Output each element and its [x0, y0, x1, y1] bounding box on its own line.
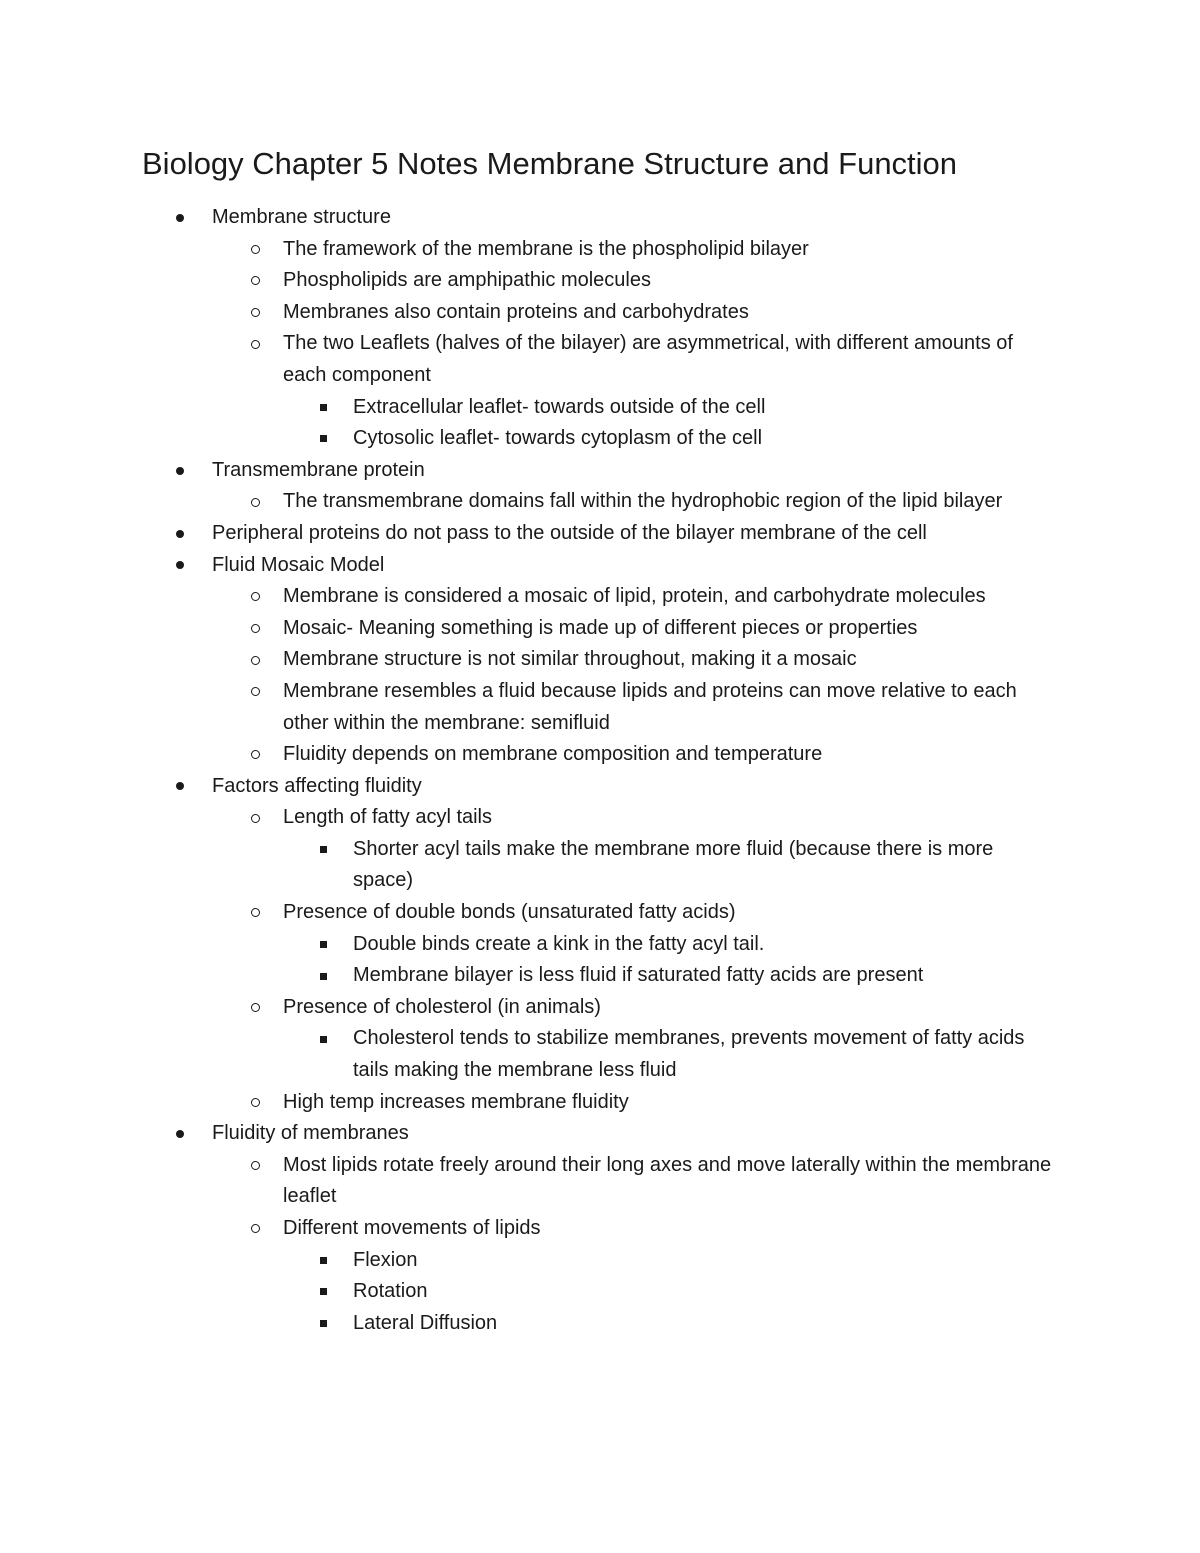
outline-item-level-2	[0, 265, 1058, 297]
bullet-square-icon-shape	[320, 435, 327, 442]
outline-item-level-2	[0, 644, 1058, 676]
outline-item-text: The framework of the membrane is the phospholipid bilayer	[283, 237, 809, 260]
bullet-dot-icon-shape	[176, 467, 184, 475]
bullet-circle-icon-shape	[251, 814, 260, 823]
outline-item-text: Most lipids rotate freely around their long axes and move laterally within the membrane leaflet	[283, 1153, 1052, 1208]
bullet-dot-icon-shape	[176, 1130, 184, 1138]
page-title: Biology Chapter 5 Notes Membrane Structure and Function	[142, 146, 958, 181]
outline-item-level-3	[0, 834, 1058, 897]
outline-item-text: Membrane bilayer is less fluid if saturated fatty acids are present	[353, 964, 924, 987]
bullet-square-icon	[313, 834, 333, 866]
bullet-circle-icon	[244, 581, 266, 613]
bullet-circle-icon-shape	[251, 750, 260, 759]
bullet-circle-icon-shape	[251, 276, 260, 285]
outline-item-level-1	[0, 455, 1062, 487]
bullet-circle-icon-shape	[251, 308, 260, 317]
bullet-square-icon	[313, 929, 333, 961]
bullet-square-icon	[313, 1023, 333, 1055]
bullet-circle-icon	[244, 613, 266, 645]
outline-item-text: The transmembrane domains fall within the hydrophobic region of the lipid bilayer	[283, 490, 1003, 513]
outline-item-level-2	[0, 1150, 1058, 1213]
outline-item-text: Membrane structure	[212, 206, 391, 228]
bullet-square-icon-shape	[320, 404, 327, 411]
bullet-square-icon	[313, 960, 333, 992]
bullet-circle-icon-shape	[251, 245, 260, 254]
bullet-dot-icon-shape	[176, 782, 184, 790]
bullet-square-icon-shape	[320, 941, 327, 948]
outline-item-text: Membrane is considered a mosaic of lipid, protein, and carbohydrate molecules	[283, 585, 986, 608]
outline-item-text: Rotation	[353, 1280, 428, 1303]
outline-item-text: The two Leaflets (halves of the bilayer) are asymmetrical, with different amounts of each component	[283, 332, 1013, 386]
bullet-circle-icon	[244, 644, 266, 676]
outline-item-text: Fluid Mosaic Model	[212, 553, 385, 576]
outline-item-level-2	[0, 739, 1058, 771]
outline-item-text: Lateral Diffusion	[353, 1311, 498, 1334]
bullet-circle-icon	[244, 1087, 266, 1119]
outline-item-level-3	[0, 960, 1058, 992]
bullet-dot-icon	[170, 455, 190, 487]
outline-item-level-2	[0, 1087, 1058, 1119]
outline-item-level-3	[0, 1023, 1058, 1086]
outline-item-text: Cholesterol tends to stabilize membranes, prevents movement of fatty acids tails making the membrane less fluid	[353, 1027, 1025, 1082]
bullet-circle-icon	[244, 897, 266, 929]
outline-item-text: Cytosolic leaflet- towards cytoplasm of the cell	[353, 427, 763, 450]
outline-item-text: Double binds create a kink in the fatty acyl tail.	[353, 932, 765, 955]
bullet-dot-icon	[170, 518, 190, 550]
outline-item-level-1	[0, 518, 1062, 550]
bullet-circle-icon	[244, 992, 266, 1024]
bullet-circle-icon-shape	[251, 624, 260, 633]
bullet-dot-icon	[170, 202, 190, 234]
outline-item-text: Flexion	[353, 1248, 418, 1271]
bullet-dot-icon	[170, 771, 190, 803]
bullet-circle-icon	[244, 328, 266, 360]
outline-item-level-2	[0, 897, 1058, 929]
bullet-square-icon-shape	[320, 1257, 327, 1264]
outline-item-text: Transmembrane protein	[212, 458, 425, 481]
bullet-circle-icon	[244, 297, 266, 329]
outline-item-level-2	[0, 486, 1058, 518]
outline-item-level-2	[0, 613, 1058, 645]
outline-item-level-2	[0, 297, 1058, 329]
bullet-circle-icon-shape	[251, 1224, 260, 1233]
outline-item-text: Length of fatty acyl tails	[283, 806, 493, 829]
outline-item-text: Membranes also contain proteins and carbohydrates	[283, 300, 749, 323]
bullet-circle-icon-shape	[251, 340, 260, 349]
outline-item-level-1	[0, 1118, 1062, 1150]
bullet-circle-icon	[244, 265, 266, 297]
bullet-dot-icon-shape	[176, 561, 184, 569]
bullet-dot-icon-shape	[176, 214, 184, 222]
bullet-circle-icon-shape	[251, 908, 260, 917]
outline-item-text: Extracellular leaflet- towards outside of the cell	[353, 395, 766, 418]
bullet-square-icon-shape	[320, 1288, 327, 1295]
bullet-square-icon-shape	[320, 1320, 327, 1327]
outline-item-level-3	[0, 1245, 1058, 1277]
outline-item-level-1	[0, 202, 1062, 234]
notes-outline	[0, 202, 1200, 1339]
outline-item-text: Different movements of lipids	[283, 1217, 541, 1239]
bullet-circle-icon-shape	[251, 1161, 260, 1170]
bullet-dot-icon	[170, 550, 190, 582]
outline-item-level-2	[0, 992, 1058, 1024]
outline-item-level-1	[0, 771, 1062, 803]
outline-item-level-2	[0, 581, 1058, 613]
bullet-circle-icon-shape	[251, 1098, 260, 1107]
outline-item-level-2	[0, 328, 1058, 391]
outline-item-level-2	[0, 676, 1058, 739]
bullet-circle-icon	[244, 486, 266, 518]
outline-item-text: High temp increases membrane fluidity	[283, 1090, 629, 1113]
outline-item-text: Membrane resembles a fluid because lipids and proteins can move relative to each other within the membrane: semifluid	[283, 679, 1017, 734]
bullet-square-icon	[313, 392, 333, 424]
bullet-square-icon	[313, 1245, 333, 1277]
bullet-circle-icon-shape	[251, 498, 260, 507]
bullet-circle-icon	[244, 1213, 266, 1245]
bullet-circle-icon-shape	[251, 592, 260, 601]
outline-item-text: Mosaic- Meaning something is made up of different pieces or properties	[283, 616, 918, 639]
outline-item-level-3	[0, 929, 1058, 961]
outline-item-level-3	[0, 423, 1058, 455]
outline-item-text: Phospholipids are amphipathic molecules	[283, 269, 651, 292]
outline-item-level-1	[0, 550, 1062, 582]
outline-item-text: Fluidity depends on membrane composition and temperature	[283, 743, 823, 766]
bullet-circle-icon-shape	[251, 656, 260, 665]
bullet-dot-icon	[170, 1118, 190, 1150]
bullet-circle-icon	[244, 676, 266, 708]
outline-item-level-3	[0, 392, 1058, 424]
bullet-circle-icon-shape	[251, 687, 260, 696]
outline-item-level-3	[0, 1276, 1058, 1308]
bullet-square-icon	[313, 423, 333, 455]
outline-item-level-2	[0, 802, 1058, 834]
outline-item-level-3	[0, 1308, 1058, 1340]
outline-item-text: Fluidity of membranes	[212, 1122, 409, 1145]
bullet-circle-icon	[244, 1150, 266, 1182]
outline-item-text: Peripheral proteins do not pass to the outside of the bilayer membrane of the cell	[212, 521, 927, 544]
bullet-dot-icon-shape	[176, 530, 184, 538]
bullet-square-icon-shape	[320, 846, 327, 853]
bullet-square-icon	[313, 1276, 333, 1308]
outline-item-level-2	[0, 234, 1058, 266]
outline-item-text: Shorter acyl tails make the membrane more fluid (because there is more space)	[353, 837, 994, 892]
bullet-square-icon	[313, 1308, 333, 1340]
bullet-square-icon-shape	[320, 973, 327, 980]
outline-item-text: Presence of double bonds (unsaturated fatty acids)	[283, 901, 736, 924]
outline-item-text: Membrane structure is not similar throughout, making it a mosaic	[283, 648, 857, 671]
bullet-circle-icon	[244, 234, 266, 266]
bullet-circle-icon	[244, 802, 266, 834]
bullet-circle-icon-shape	[251, 1003, 260, 1012]
outline-item-level-2	[0, 1213, 1058, 1245]
outline-item-text: Presence of cholesterol (in animals)	[283, 995, 601, 1018]
bullet-square-icon-shape	[320, 1036, 327, 1043]
bullet-circle-icon	[244, 739, 266, 771]
outline-item-text: Factors affecting fluidity	[212, 774, 422, 797]
